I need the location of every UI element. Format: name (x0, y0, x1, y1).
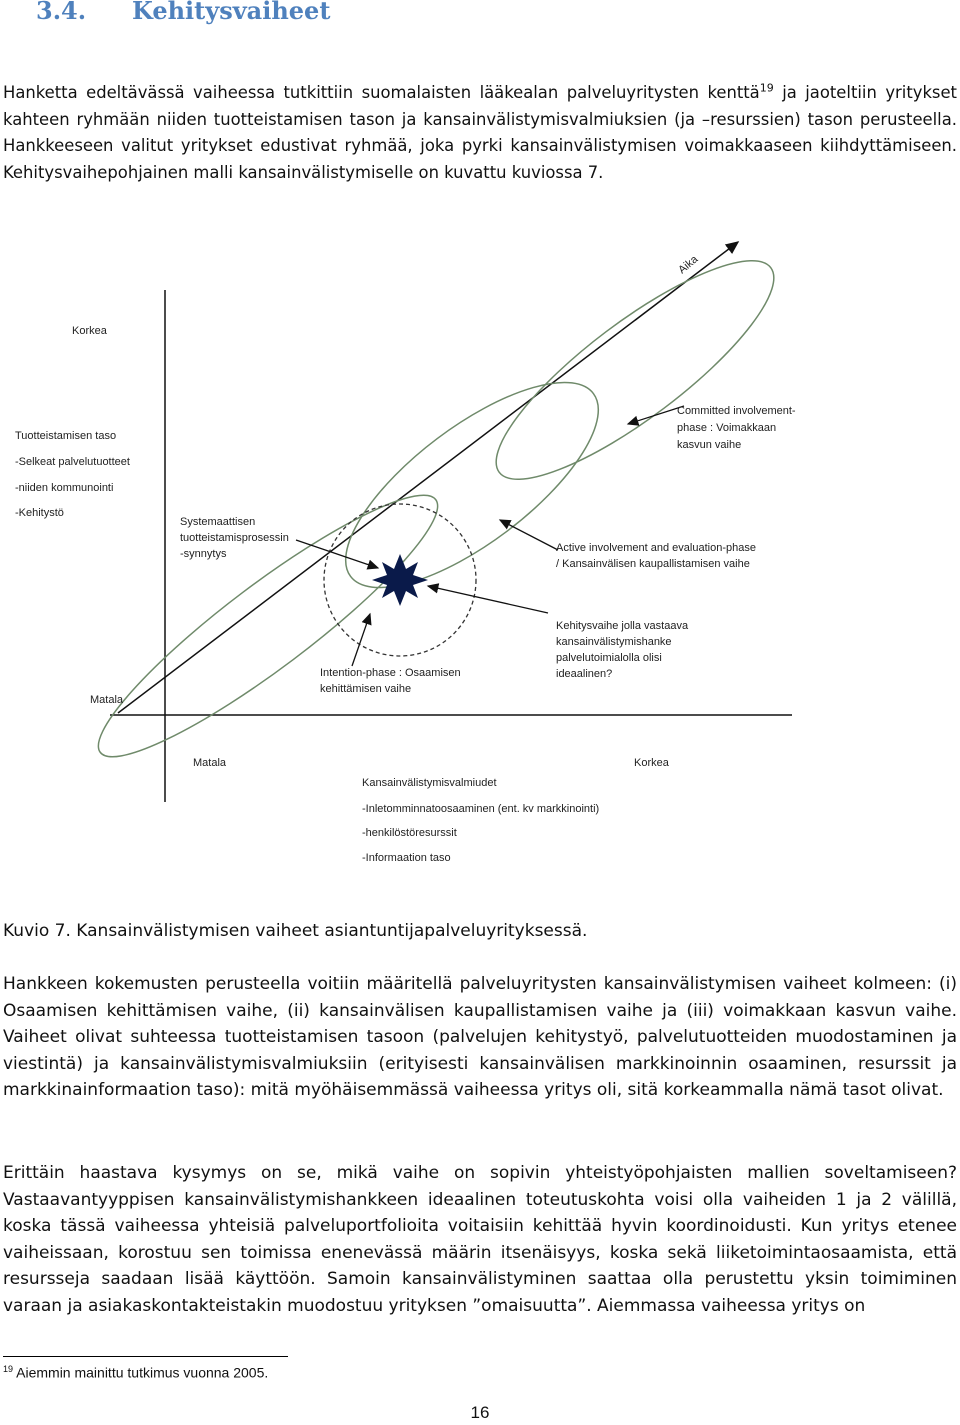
y-axis-item: -Kehitystö (15, 507, 64, 519)
intro-text-after: ja jaoteltiin yritykset kahteen ryhmään niiden tuotteistamisen tason ja kansainvälistymisvalmiuksien (ja –resurssien) tason perusteella. Hankkeeseen valitut yritykset edustivat ryhmää, joka pyrki kansainvälistymisen voimakkaaseen kiihdyttämiseen. Kehitysvaihepohjainen malli kansainvälistymiselle on kuvattu kuviossa 7. (3, 83, 957, 182)
x-axis-high-label: Korkea (634, 757, 669, 769)
x-axis-item: -Inletomminnatoosaaminen (ent. kv markkinointi) (362, 803, 600, 815)
intention-phase-ellipse (75, 466, 461, 786)
active-pointer-arrow (500, 520, 558, 550)
intro-text-before: Hanketta edeltävässä vaiheessa tutkittiin suomalaisten lääkealan palveluyritysten kenttä (3, 83, 760, 102)
ideal-label-line: palvelutoimialolla olisi (556, 652, 662, 664)
section-heading (36, 0, 330, 25)
body-paragraph-phases: Hankkeen kokemusten perusteella voitiin määritellä palveluyritysten kansainvälistymisen vaiheet kolmeen: (i) Osaamisen kehittämisen vaihe, (ii) kansainvälisen kaupallistamisen vaihe ja (iii) voimakkaan kasvun vaihe. Vaiheet olivat suhteessa tuotteistamisen tasoon (palvelujen kehitystyö, palvelutuotteiden muodostaminen ja viestintä) ja kansainvälistymisvalmiuksiin (erityisesti kansainvälisen markkinoinnin osaaminen, resurssit ja markkinainformaation taso): mitä myöhäisemmässä vaiheessa yritys oli, sitä korkeammalla nämä tasot olivat. (3, 974, 957, 1100)
ideal-point-star-icon (372, 554, 428, 606)
systematic-pointer-arrow (296, 540, 378, 568)
footnote-number: 19 (3, 1364, 14, 1374)
y-axis-low-label: Matala (90, 694, 124, 706)
active-phase-ellipse (316, 347, 629, 623)
ideal-label-line: ideaalinen? (556, 668, 613, 680)
ideal-label-line: Kehitysvaihe jolla vastaava (556, 620, 689, 632)
footnote-text: Aiemmin mainittu tutkimus vuonna 2005. (13, 1364, 269, 1381)
active-label-line: Active involvement and evaluation-phase (556, 542, 756, 554)
y-axis-high-label: Korkea (72, 325, 107, 337)
x-axis-low-label: Matala (193, 757, 227, 769)
time-arrow-label: Aika (676, 253, 701, 277)
committed-phase-ellipse (470, 229, 799, 510)
committed-label-line: Committed involvement- (677, 405, 796, 417)
committed-pointer-arrow (628, 406, 684, 424)
systematic-label-line: Systemaattisen (180, 516, 256, 528)
committed-label-line: kasvun vaihe (677, 439, 742, 451)
figure-caption: Kuvio 7. Kansainvälistymisen vaiheet asiantuntijapalveluyrityksessä. (3, 921, 588, 941)
intention-pointer-arrow (352, 614, 370, 666)
section-number: 3.4. (36, 0, 87, 25)
x-axis-item: -Informaation taso (362, 852, 451, 864)
footnote (3, 1364, 268, 1381)
x-axis-item: -henkilöstöresurssit (362, 827, 457, 839)
body-paragraph-question: Erittäin haastava kysymys on se, mikä vaihe on sopivin yhteistyöpohjaisten mallien soveltamiseen? Vastaavantyyppisen kansainvälistymishankkeen ideaalinen toteutuskohta voisi olla vaiheiden 1 ja 2 välillä, koska tässä vaiheessa yhteisiä palveluportfolioita voitaisiin kehittää hyvin koordinoidusti. Kun yritys etenee vaiheissaan, korostuu sen toimissa enenevässä määrin itsenäisyys, koska sekä liiketoimintaosaamista, että resursseja saadaan lisää käyttöön. Samoin kansainvälistyminen saattaa olla perustettu yksin toimiminen varaan ja asiakaskontakteistakin muodostuu yrityksen ”omaisuutta”. Aiemmassa vaiheessa yritys on (3, 1163, 957, 1316)
y-axis-item: -Selkeat palvelutuotteet (15, 456, 130, 468)
phase-model-figure (0, 228, 960, 908)
y-axis-title: Tuotteistamisen taso (15, 430, 117, 442)
page-number: 16 (470, 1403, 490, 1422)
systematic-label-line: -synnytys (180, 548, 227, 560)
active-label-line: / Kansainvälisen kaupallistamisen vaihe (556, 558, 750, 570)
x-axis-title: Kansainvälistymisvalmiudet (362, 777, 497, 789)
ideal-label-line: kansainvälistymishanke (556, 636, 672, 648)
systematic-label-line: tuotteistamisprosessin (180, 532, 289, 544)
footnote-reference[interactable]: 19 (759, 81, 774, 95)
footnote-divider (3, 1356, 288, 1357)
y-axis-item: -niiden kommunointi (15, 482, 114, 494)
ideal-pointer-arrow (428, 586, 548, 613)
intention-label-line: Intention-phase : Osaamisen (320, 667, 461, 679)
section-title: Kehitysvaiheet (132, 0, 331, 25)
intro-paragraph (3, 80, 957, 186)
intention-label-line: kehittämisen vaihe (320, 683, 412, 695)
committed-label-line: phase : Voimakkaan (677, 422, 777, 434)
